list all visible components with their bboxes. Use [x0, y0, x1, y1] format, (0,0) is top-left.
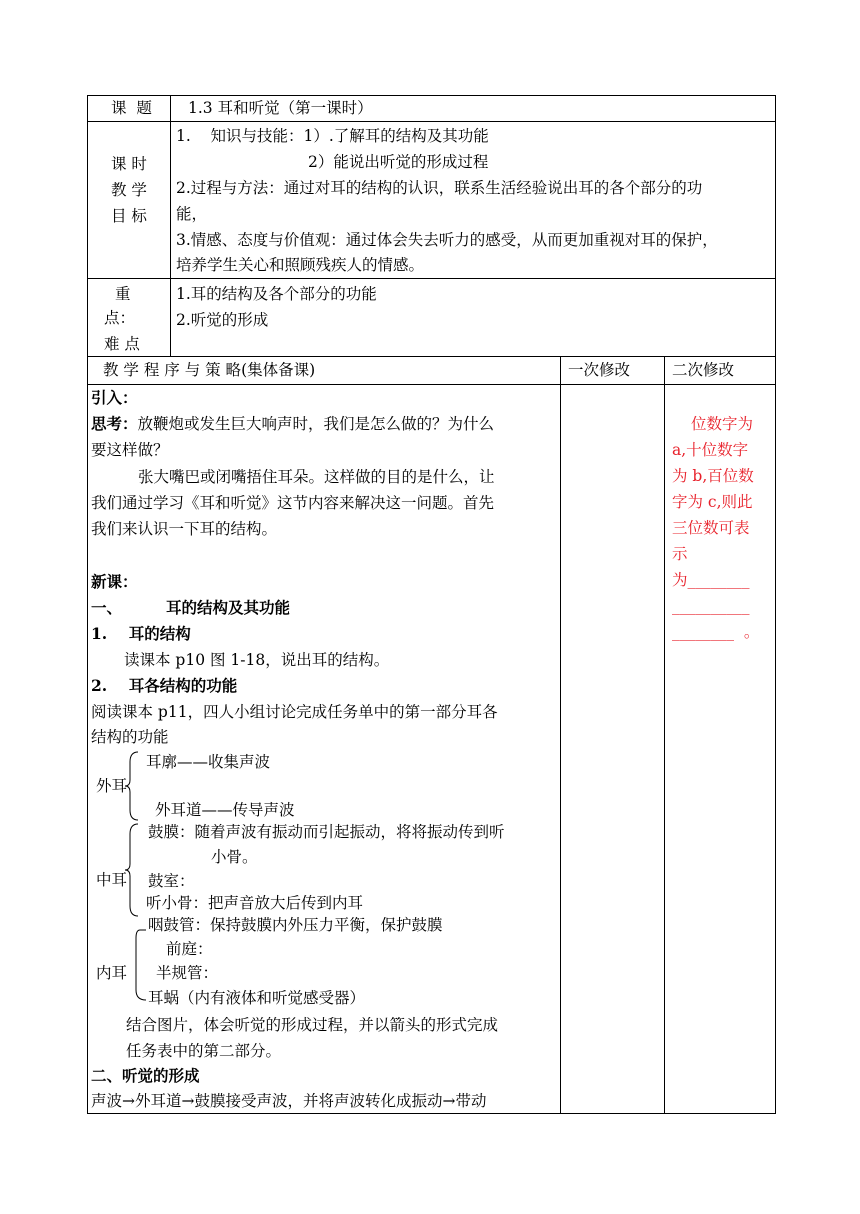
section-2-heading: 二、听觉的形成 — [91, 1066, 200, 1085]
revision-2-line-9: ________ 。 — [672, 623, 760, 641]
row-divider-2 — [87, 278, 776, 279]
revision-2-line-4: 字为 c,则此 — [672, 493, 753, 511]
table-left-border — [87, 95, 88, 1113]
objectives-label-1: 课 时 — [111, 155, 147, 173]
keypoints-label-2: 点： — [104, 309, 136, 327]
middle-ear-label: 中耳 — [96, 871, 128, 889]
revision-2-header: 二次修改 — [672, 361, 735, 379]
keypoint-line-2: 2.听觉的形成 — [176, 311, 269, 329]
rev1-column-divider — [560, 356, 561, 1113]
topic-value: 1.3 耳和听觉（第一课时） — [188, 99, 373, 117]
think-label: 思考： — [91, 414, 138, 433]
revision-2-line-6: 示 — [672, 545, 688, 563]
hearing-flow-text: 声波→外耳道→鼓膜接受声波，并将声波转化成振动→带动 — [91, 1092, 487, 1110]
row-divider-1 — [87, 121, 776, 122]
think-line-2: 要这样做？ — [91, 441, 169, 459]
topic-label: 课 题 — [111, 99, 152, 117]
subsection-2-text-1: 阅读课本 p11，四人小组讨论完成任务单中的第一部分耳各 — [91, 703, 498, 721]
objectives-label-3: 目 标 — [111, 207, 147, 225]
inner-ear-brace — [134, 928, 148, 1002]
procedure-header: 教 学 程 序 与 策 略(集体备课) — [103, 361, 316, 379]
revision-2-line-5: 三位数可表 — [672, 519, 750, 537]
table-bottom-border — [87, 1113, 776, 1114]
row-divider-4 — [87, 384, 776, 385]
keypoints-label-1: 重 — [115, 285, 131, 303]
row-divider-3 — [87, 356, 776, 357]
keypoints-label-3: 难 点 — [104, 335, 140, 353]
intro-paragraph-line-3: 我们来认识一下耳的结构。 — [91, 520, 278, 538]
middle-ear-item-2: 鼓室： — [148, 872, 195, 890]
intro-paragraph-line-2: 我们通过学习《耳和听觉》这节内容来解决这一问题。首先 — [91, 494, 495, 512]
inner-ear-item-1: 前庭： — [166, 940, 213, 958]
combine-text-1: 结合图片，体会听觉的形成过程，并以箭头的形式完成 — [126, 1016, 499, 1034]
objective-line-4: 能， — [176, 205, 208, 223]
objective-line-2: 2）能说出听觉的形成过程 — [308, 153, 489, 171]
think-line-1 — [91, 412, 494, 436]
revision-2-line-1: 位数字为 — [691, 415, 754, 433]
outer-ear-brace — [124, 750, 140, 822]
keypoint-line-1: 1.耳的结构及各个部分的功能 — [176, 285, 377, 303]
objective-line-1: 1. 知识与技能：1）.了解耳的结构及其功能 — [176, 127, 489, 145]
subsection-2-text-2: 结构的功能 — [91, 728, 169, 746]
revision-2-line-2: a,十位数字 — [672, 441, 749, 459]
intro-heading: 引入： — [91, 388, 138, 407]
middle-ear-item-4: 咽鼓管：保持鼓膜内外压力平衡，保护鼓膜 — [148, 916, 443, 934]
objective-line-3: 2.过程与方法：通过对耳的结构的认识，联系生活经验说出耳的各个部分的功 — [176, 179, 703, 197]
outer-ear-item-2: 外耳道——传导声波 — [155, 801, 295, 819]
middle-ear-item-1-cont: 小骨。 — [211, 848, 258, 866]
combine-text-2: 任务表中的第二部分。 — [126, 1042, 282, 1060]
section-1-number: 一、 — [91, 598, 123, 617]
subsection-2-heading: 2. 耳各结构的功能 — [91, 676, 238, 695]
inner-ear-item-2: 半规管： — [156, 964, 219, 982]
think-text-1: 放鞭炮或发生巨大响声时，我们是怎么做的？为什么 — [137, 415, 495, 433]
inner-ear-item-3: 耳蜗（内有液体和听觉感受器） — [148, 989, 366, 1007]
table-right-border — [775, 95, 776, 1113]
objectives-label-2: 教 学 — [111, 181, 147, 199]
subsection-1-heading: 1. 耳的结构 — [91, 624, 191, 643]
rev2-column-divider — [664, 356, 665, 1113]
label-column-divider — [170, 95, 171, 356]
subsection-1-text: 读课本 p10 图 1-18，说出耳的结构。 — [124, 651, 390, 669]
section-1-title: 耳的结构及其功能 — [166, 598, 291, 617]
revision-2-line-7: 为________ — [672, 571, 750, 589]
intro-paragraph-line-1: 张大嘴巴或闭嘴捂住耳朵。这样做的目的是什么，让 — [138, 468, 495, 486]
objective-line-5: 3.情感、态度与价值观：通过体会失去听力的感受，从而更加重视对耳的保护， — [176, 231, 718, 249]
outer-ear-label: 外耳 — [96, 777, 128, 795]
inner-ear-label: 内耳 — [96, 964, 128, 982]
middle-ear-item-1: 鼓膜：随着声波有振动而引起振动，将将振动传到听 — [148, 823, 505, 841]
middle-ear-item-3: 听小骨：把声音放大后传到内耳 — [146, 894, 364, 912]
revision-2-line-8: __________ — [672, 597, 750, 615]
revision-1-header: 一次修改 — [568, 361, 631, 379]
middle-ear-brace — [124, 822, 140, 918]
outer-ear-item-1: 耳廓——收集声波 — [146, 753, 271, 771]
revision-2-line-3: 为 b,百位数 — [672, 467, 754, 485]
objective-line-6: 培养学生关心和照顾残疾人的情感。 — [176, 256, 425, 274]
new-lesson-heading: 新课： — [91, 572, 138, 591]
